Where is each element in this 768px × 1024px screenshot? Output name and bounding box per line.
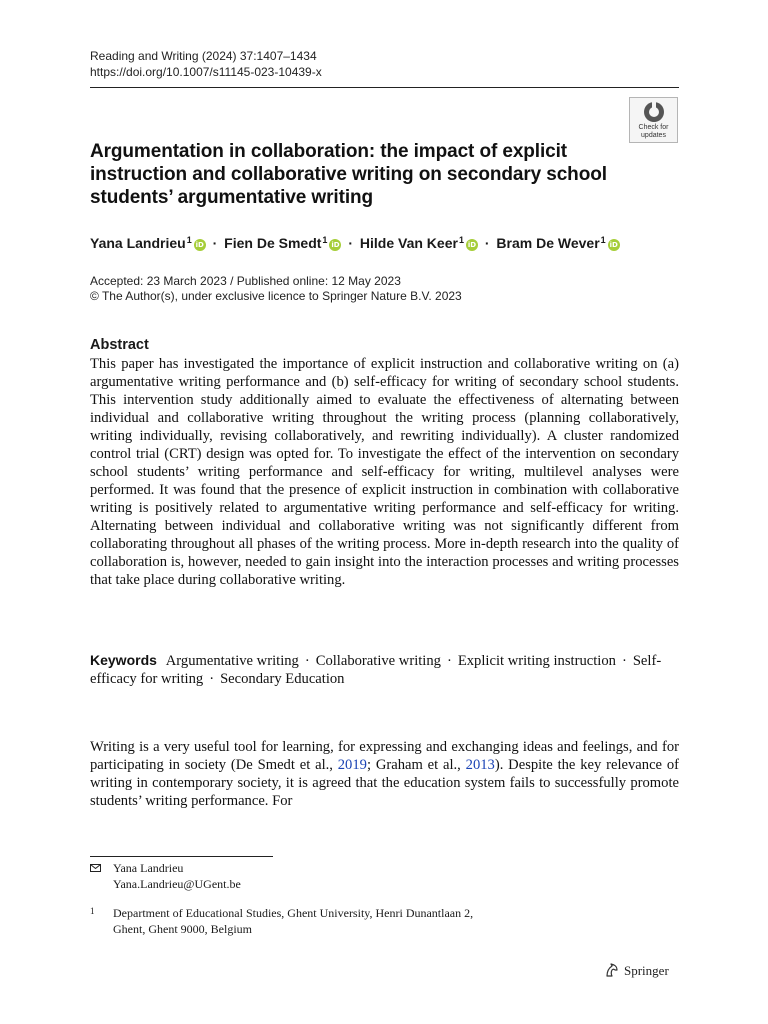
- header-rule: [90, 87, 679, 88]
- springer-horse-icon: [604, 962, 620, 978]
- abstract-heading: Abstract: [90, 337, 149, 353]
- journal-citation: [90, 48, 322, 80]
- publisher-logo: [604, 962, 669, 980]
- copyright-line: © The Author(s), under exclusive licence to Springer Nature B.V. 2023: [90, 289, 462, 303]
- contact-name: Yana Landrieu: [113, 861, 184, 875]
- author-affiliation-marker: 1: [600, 235, 606, 245]
- orcid-icon[interactable]: iD: [467, 241, 477, 249]
- author-affiliation-marker: 1: [322, 235, 328, 245]
- author-separator: ·: [348, 235, 353, 251]
- keywords-heading: Keywords: [90, 652, 157, 668]
- abstract-body: This paper has investigated the importance of explicit instruction and collaborative writing on (a) argumentative writing performance and (b) self-efficacy for writing of secondary school students. This intervention study additionally aimed to evaluate the effectiveness of alternating between individual and collaborative writing throughout the writing process (planning collaboratively, writing individually, revising collaboratively, and rewriting individually). A cluster randomized control trial (CRT) design was opted for. To investigate the effect of the intervention on secondary school students’ writing performance and self-efficacy for writing, multilevel analyses were performed. It was found that the presence of explicit instruction in combination with collaborative writing is positively related to argumentative writing performance and self-efficacy for writing. Alternating between individual and collaborative writing was not significantly different from collaborating throughout all phases of the writing process. More in-depth research into the quality of collaboration is, however, needed to gain insight into the interaction processes and writing processes that take place during collaborative writing.: [90, 356, 679, 588]
- keyword-item: Secondary Education: [220, 671, 345, 687]
- author-separator: ·: [212, 235, 218, 251]
- author-affiliation-marker: 1: [458, 235, 464, 245]
- doi-link[interactable]: https://doi.org/10.1007/s11145-023-10439-x: [90, 65, 322, 79]
- affiliation-number: 1: [90, 906, 95, 916]
- author-affiliation-marker: 1: [186, 235, 192, 245]
- author-name[interactable]: Fien De Smedt: [224, 235, 322, 251]
- keyword-separator: ·: [446, 653, 452, 669]
- publication-dates: [90, 274, 462, 304]
- orcid-icon[interactable]: iD: [331, 241, 340, 249]
- author-name[interactable]: Bram De Wever: [496, 235, 600, 251]
- citation-link[interactable]: 2019: [337, 757, 367, 773]
- envelope-icon: [90, 864, 101, 872]
- footnote-rule: [90, 856, 273, 857]
- keyword-item: Argumentative writing: [165, 653, 299, 669]
- check-for-updates-icon: [644, 102, 664, 122]
- citation-link[interactable]: 2013: [465, 757, 495, 773]
- keyword-item: Collaborative writing: [315, 653, 441, 669]
- author-list: [90, 230, 620, 253]
- contact-email[interactable]: Yana.Landrieu@UGent.be: [113, 877, 241, 891]
- affiliation-line: Ghent, Ghent 9000, Belgium: [113, 922, 252, 936]
- article-title: Argumentation in collaboration: the impact of explicit instruction and collaborative writing on secondary school students’ argumentative writing: [90, 141, 607, 208]
- keyword-separator: ·: [621, 653, 627, 669]
- author-separator: ·: [484, 235, 490, 251]
- intro-paragraph: Writing is a very useful tool for learning, for expressing and exchanging ideas and feelings, and for participating in society (De Smedt et al., 2019; Graham et al., 2013). Despite the key relevance of writing in contemporary society, it is agreed that the education system fails to successfully promote students’ writing performance. For: [90, 739, 679, 809]
- journal-line: Reading and Writing (2024) 37:1407–1434: [90, 49, 317, 63]
- orcid-icon[interactable]: iD: [195, 241, 204, 249]
- publisher-name: Springer: [624, 963, 669, 978]
- accepted-published-line: Accepted: 23 March 2023 / Published online: 12 May 2023: [90, 274, 401, 288]
- check-for-updates-badge[interactable]: Check for updates: [629, 97, 678, 143]
- keyword-item: Self-efficacy for writing: [90, 653, 662, 687]
- keywords: [90, 651, 679, 688]
- keyword-separator: ·: [304, 653, 310, 669]
- keyword-item: Explicit writing instruction: [457, 653, 616, 669]
- author-name[interactable]: Yana Landrieu: [90, 235, 186, 251]
- author-name[interactable]: Hilde Van Keer: [359, 235, 458, 251]
- orcid-icon[interactable]: iD: [609, 241, 618, 249]
- keyword-separator: ·: [209, 671, 215, 687]
- affiliation-line: Department of Educational Studies, Ghent University, Henri Dunantlaan 2,: [113, 906, 474, 920]
